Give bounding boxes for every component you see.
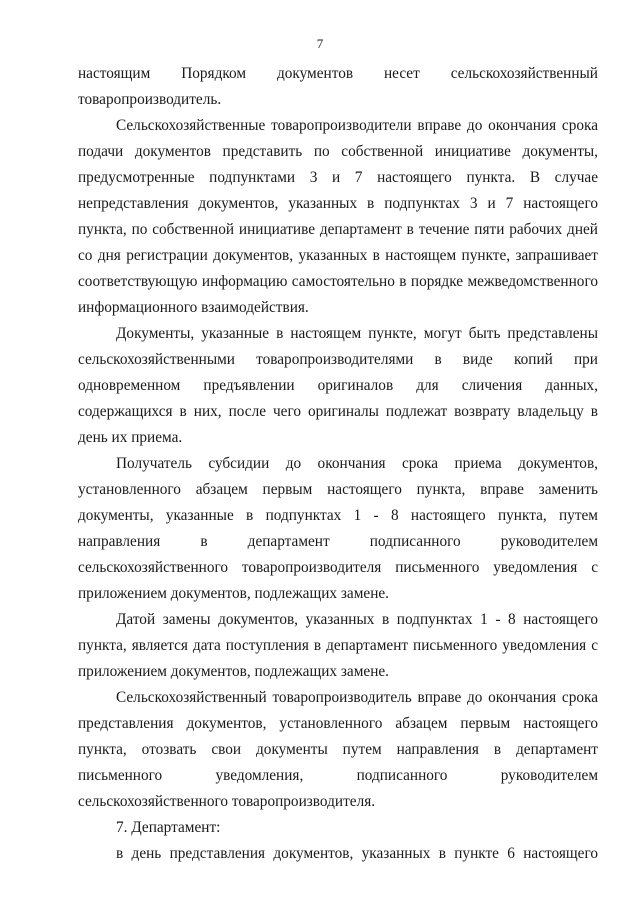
paragraph-documents-submission: Сельскохозяйственные товаропроизводители вправе до окончания срока подачи документов представить по собственной инициативе документы, предусмотренные подпунктами 3 и 7 настоящего пункта. В случае непредставления документов, указанных в подпунктах 3 и 7 настоящего пункта, по собственной инициативе департамент в течение пяти рабочих дней со дня регистрации документов, указанных в настоящем пункте, запрашивает соответствующую информацию самостоятельно в порядке межведомственного информационного взаимодействия. xyxy=(78,117,598,316)
paragraph-replacement-date: Датой замены документов, указанных в подпунктах 1 - 8 настоящего пункта, является дата поступления в департамент письменного уведомления с приложением документов, подлежащих замене. xyxy=(78,611,598,680)
section-heading-department: 7. Департамент: xyxy=(116,819,221,836)
page-number: 7 xyxy=(316,36,324,51)
paragraph-document-withdrawal: Сельскохозяйственный товаропроизводитель вправе до окончания срока представления документов, установленного абзацем первым настоящего пункта, отозвать свои документы путем направления в департамент письменного уведомления, подписанного руководителем сельскохозяйственного товаропроизводителя. xyxy=(78,689,598,810)
document-body xyxy=(78,61,598,867)
paragraph-continuation: настоящим Порядком документов несет сельскохозяйственный товаропроизводитель. xyxy=(78,65,598,108)
paragraph-document-replacement: Получатель субсидии до окончания срока приема документов, установленного абзацем первым настоящего пункта, вправе заменить документы, указанные в подпунктах 1 - 8 настоящего пункта, путем направления в департамент подписанного руководителем сельскохозяйственного товаропроизводителя письменного уведомления с приложением документов, подлежащих замене. xyxy=(78,455,598,602)
paragraph-copies: Документы, указанные в настоящем пункте, могут быть представлены сельскохозяйственными товаропроизводителями в виде копий при одновременном предъявлении оригиналов для сличения данных, содержащихся в них, после чего оригиналы подлежат возврату владельцу в день их приема. xyxy=(78,325,598,446)
paragraph-department-duty: в день представления документов, указанных в пункте 6 настоящего xyxy=(116,845,598,862)
